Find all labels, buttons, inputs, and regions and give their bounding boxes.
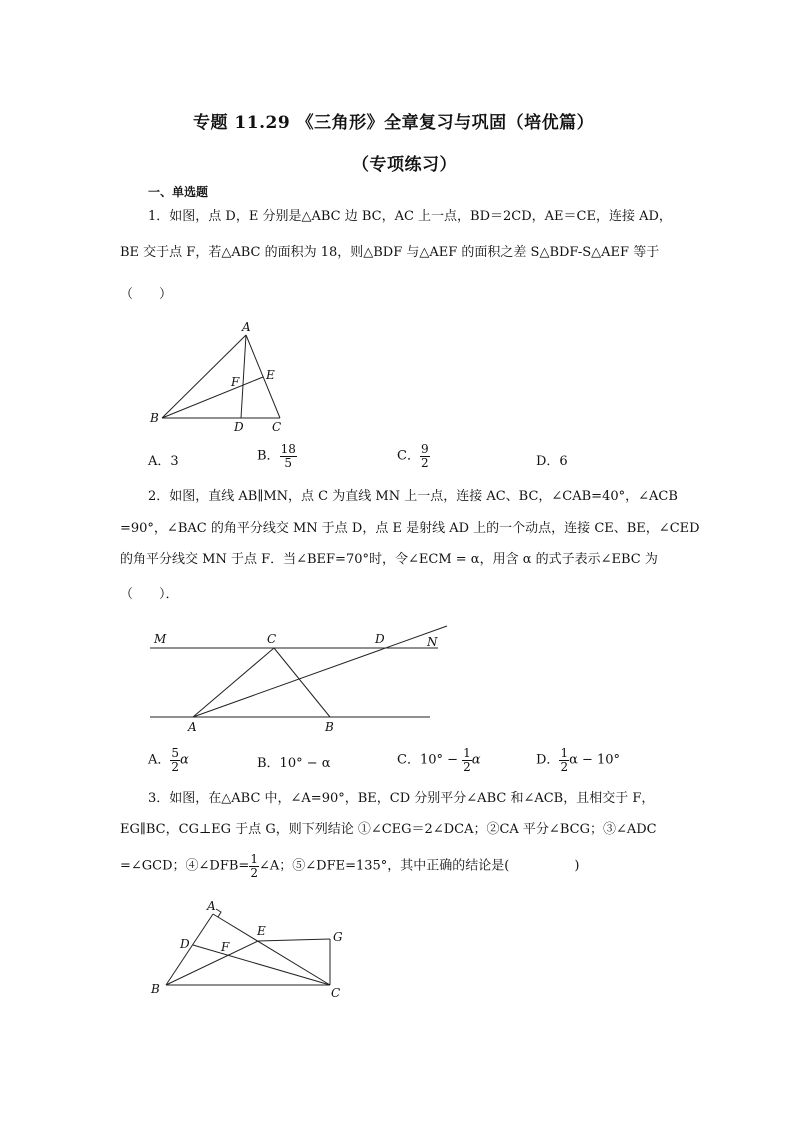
q3-line3-prefix: =∠GCD；④∠DFB=	[120, 858, 250, 874]
q2-option-c-den: 2	[463, 759, 471, 774]
q2-line2: =90°，∠BAC 的角平分线交 MN 于点 D，点 E 是射线 AD 上的一个动点，连接 CE、BE，∠CED	[120, 521, 700, 536]
q2-label-c: C	[267, 632, 277, 646]
q2-line4: （ ）．	[120, 587, 179, 602]
q2-option-a-num: 5	[171, 746, 180, 760]
q2-line1: 2．如图，直线 AB∥MN，点 C 为直线 MN 上一点，连接 AC、BC，∠CAB=40°，∠ACB	[148, 489, 678, 504]
q1-option-b-prefix: B．	[257, 448, 280, 464]
q2-label-b: B	[325, 720, 334, 734]
q2-label-a: A	[188, 720, 197, 734]
q1-option-b-den: 5	[284, 455, 293, 470]
q3-label-e: E	[257, 924, 266, 938]
q2-option-a-prefix: A．	[148, 752, 171, 768]
q2-option-d-num: 1	[560, 746, 569, 760]
q2-option-c-suffix: α	[471, 752, 481, 768]
q2-option-d-den: 2	[560, 759, 569, 774]
q3-label-a: A	[207, 899, 216, 913]
q1-option-a: A．3	[148, 454, 179, 469]
q1-option-b-num: 18	[280, 442, 296, 456]
q2-label-d: D	[375, 632, 385, 646]
q3-seg-dc	[193, 945, 330, 985]
q1-line1: 1．如图，点 D，E 分别是△ABC 边 BC，AC 上一点，BD＝2CD，AE＝CE，连接 AD，	[148, 209, 672, 224]
q3-line3-num: 1	[250, 852, 258, 866]
q2-option-c-num: 1	[463, 746, 471, 760]
q3-line3-suffix: ∠A；⑤∠DFE=135°，其中正确的结论是( )	[258, 858, 580, 874]
q3-line3-den: 2	[250, 865, 258, 880]
q2-option-d-suffix: α − 10°	[569, 752, 621, 768]
q3-line2: EG∥BC，CG⊥EG 于点 G，则下列结论 ①∠CEG＝2∠DCA；②CA 平分∠BCG；③∠ADC	[120, 822, 657, 837]
page-subtitle: （专项练习）	[352, 155, 457, 175]
q1-label-a: A	[242, 320, 251, 334]
q2-line3: 的角平分线交 MN 于点 F．当∠BEF=70°时，令∠ECM = α，用含 α 的式子表示∠EBC 为	[120, 552, 658, 567]
q1-label-d: D	[234, 420, 244, 434]
q2-option-b: B．10° − α	[257, 756, 331, 771]
section-heading: 一、单选题	[148, 185, 209, 199]
q3-label-f: F	[221, 940, 230, 954]
q2-label-n: N	[427, 635, 438, 649]
q1-option-d: D．6	[536, 454, 568, 469]
q3-label-c: C	[331, 986, 341, 1000]
q1-option-c-num: 9	[420, 442, 429, 456]
q2-option-a-suffix: α	[180, 752, 189, 768]
q1-line2: BE 交于点 F，若△ABC 的面积为 18，则△BDF 与△AEF 的面积之差 S△BDF-S△AEF 等于	[120, 245, 660, 260]
q2-label-m: M	[154, 632, 167, 646]
q1-label-c: C	[272, 420, 282, 434]
q2-option-a-den: 2	[171, 759, 180, 774]
q3-label-g: G	[333, 930, 343, 944]
q1-option-c-den: 2	[420, 455, 429, 470]
q3-label-b: B	[151, 982, 160, 996]
q2-option-c-prefix: C．10° −	[397, 752, 463, 768]
q3-seg-eg	[258, 939, 330, 941]
q3-seg-ac	[213, 914, 330, 985]
page-title: 专题 11.29 《三角形》全章复习与巩固（培优篇）	[193, 113, 595, 133]
q1-label-e: E	[266, 368, 275, 382]
q3-line1: 3．如图，在△ABC 中，∠A=90°，BE，CD 分别平分∠ABC 和∠ACB，且相交于 F，	[148, 791, 655, 806]
q1-label-b: B	[150, 411, 159, 425]
q3-label-d: D	[180, 937, 190, 951]
q1-line3: （ ）	[120, 287, 173, 302]
q2-option-d-prefix: D．	[536, 752, 560, 768]
q1-label-f: F	[231, 375, 240, 389]
q1-option-c-prefix: C．	[397, 448, 420, 464]
